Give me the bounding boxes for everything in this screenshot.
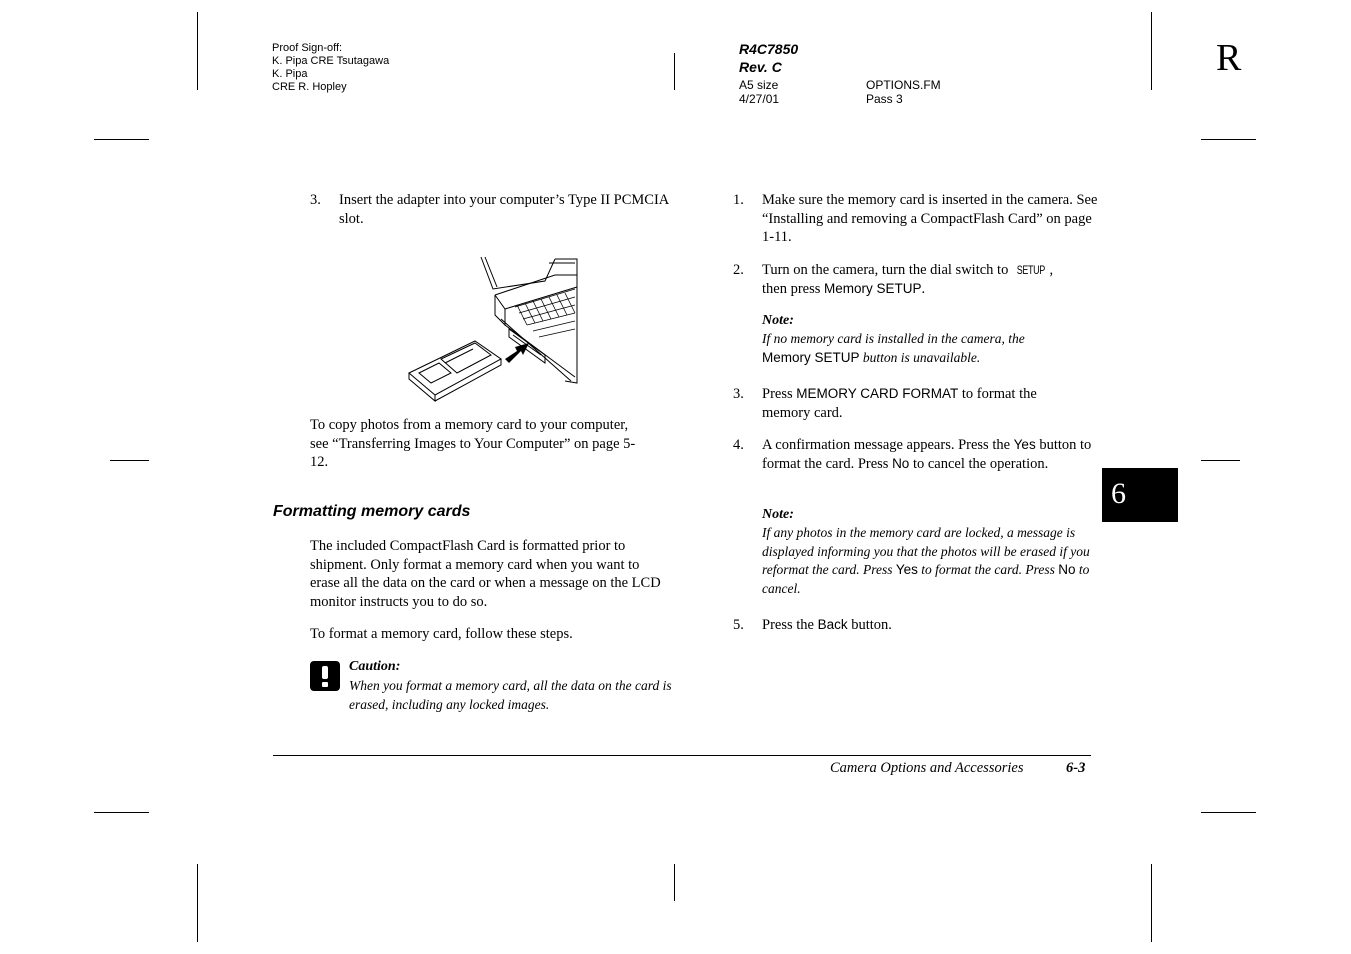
text-run: to cancel the operation. bbox=[909, 455, 1049, 472]
print-date: 4/27/01 bbox=[739, 92, 780, 106]
crop-mark bbox=[1151, 12, 1152, 90]
yes-button-label: Yes bbox=[895, 562, 918, 578]
step-4 bbox=[733, 436, 1093, 473]
corner-letter: R bbox=[1216, 37, 1242, 79]
step-text bbox=[762, 436, 1093, 473]
format-button-label: MEMORY CARD FORMAT bbox=[796, 386, 959, 401]
pass-number: Pass 3 bbox=[866, 92, 903, 106]
crop-mark bbox=[1201, 460, 1240, 461]
text-run: button. bbox=[847, 617, 892, 633]
step-3-left bbox=[310, 191, 670, 228]
step-text bbox=[762, 261, 1103, 298]
step-1 bbox=[733, 191, 1103, 247]
text-run: to format the memory card. bbox=[762, 386, 1037, 421]
step-number: 4. bbox=[733, 437, 744, 453]
step-number: 3. bbox=[310, 192, 321, 208]
proof-line: K. Pipa bbox=[272, 68, 308, 80]
proof-line: CRE R. Hopley bbox=[272, 81, 347, 93]
crop-mark bbox=[197, 864, 198, 942]
crop-mark bbox=[94, 139, 149, 140]
note-2-title: Note: bbox=[762, 507, 794, 522]
text-run: A confirmation message appears. Press the bbox=[762, 437, 1014, 453]
crop-mark bbox=[1151, 864, 1152, 942]
proof-line: Proof Sign-off: bbox=[272, 42, 343, 54]
crop-mark bbox=[674, 53, 675, 90]
caution-icon bbox=[310, 661, 340, 691]
memory-setup-button-label: Memory SETUP bbox=[762, 349, 860, 365]
step-2 bbox=[733, 261, 1103, 298]
note-1-text bbox=[762, 330, 1092, 367]
chapter-number: 6 bbox=[1111, 477, 1126, 510]
step-number: 5. bbox=[733, 617, 744, 633]
crop-mark bbox=[1201, 812, 1256, 813]
text-run: to format the card. Press bbox=[917, 562, 1059, 578]
caution-title: Caution: bbox=[349, 659, 401, 674]
step-text: Make sure the memory card is inserted in the camera. See “Installing and removing a CompactFlash Card” on page 1-11. bbox=[762, 192, 1098, 246]
intro-paragraph: The included CompactFlash Card is formatted prior to shipment. Only format a memory card when you want to erase all the data on the card or when a message on the LCD monitor instructs you to do so. bbox=[310, 538, 661, 611]
crop-mark bbox=[674, 864, 675, 901]
text-run: button to format the card. Press bbox=[762, 437, 1092, 472]
text-run: to cancel. bbox=[762, 562, 1090, 597]
crop-mark bbox=[197, 12, 198, 90]
text-run: , bbox=[1049, 262, 1054, 278]
step-5 bbox=[733, 616, 1093, 635]
text-run: button is unavailable. bbox=[859, 349, 981, 365]
chapter-tab bbox=[1102, 468, 1178, 522]
steps-intro: To format a memory card, follow these steps. bbox=[310, 626, 573, 642]
step-number: 1. bbox=[733, 192, 744, 208]
section-heading: Formatting memory cards bbox=[273, 503, 471, 520]
step-number: 3. bbox=[733, 386, 744, 402]
footer-rule bbox=[273, 755, 1091, 756]
step-3 bbox=[733, 385, 1088, 422]
step-text: Insert the adapter into your computer’s Type II PCMCIA slot. bbox=[339, 192, 669, 227]
step-number: 2. bbox=[733, 262, 744, 278]
note-1-title: Note: bbox=[762, 313, 794, 328]
no-button-label: No bbox=[892, 455, 910, 471]
crop-mark bbox=[94, 812, 149, 813]
step-text bbox=[762, 385, 1088, 422]
footer-chapter-title: Camera Options and Accessories bbox=[830, 760, 1024, 776]
text-run: Press bbox=[762, 386, 797, 402]
no-button-label: No bbox=[1058, 562, 1076, 578]
doc-code: R4C7850 bbox=[739, 41, 799, 57]
back-button-label: Back bbox=[817, 617, 848, 632]
copy-photos-paragraph: To copy photos from a memory card to your computer, see “Transferring Images to Your Computer” on page 5-12. bbox=[310, 417, 636, 471]
text-run: If no memory card is installed in the camera, the bbox=[762, 331, 1025, 346]
paper-size: A5 size bbox=[739, 78, 779, 92]
text-run: then press bbox=[762, 280, 825, 297]
proof-line: K. Pipa CRE Tsutagawa bbox=[272, 55, 390, 67]
crop-mark bbox=[1201, 139, 1256, 140]
text-run: Turn on the camera, turn the dial switch to bbox=[762, 262, 1012, 278]
page-number: 6-3 bbox=[1066, 760, 1086, 776]
text-run: Press the bbox=[762, 617, 818, 633]
proof-signoff bbox=[272, 42, 389, 94]
text-run: . bbox=[921, 280, 926, 297]
file-name: OPTIONS.FM bbox=[866, 78, 941, 92]
revision: Rev. C bbox=[739, 59, 782, 75]
crop-mark bbox=[110, 460, 149, 461]
memory-setup-button-label: Memory SETUP bbox=[824, 280, 922, 296]
step-text bbox=[762, 616, 1093, 635]
pcmcia-illustration bbox=[405, 255, 580, 405]
caution-text: When you format a memory card, all the data on the card is erased, including any locked images. bbox=[349, 678, 672, 712]
note-2-text bbox=[762, 524, 1092, 599]
yes-button-label: Yes bbox=[1013, 437, 1036, 452]
setup-dial-symbol: SETUP bbox=[1016, 263, 1045, 277]
text-run: If any photos in the memory card are locked, a message is displayed informing you that the photos will be erased if you reformat the card. Press bbox=[762, 525, 1090, 578]
